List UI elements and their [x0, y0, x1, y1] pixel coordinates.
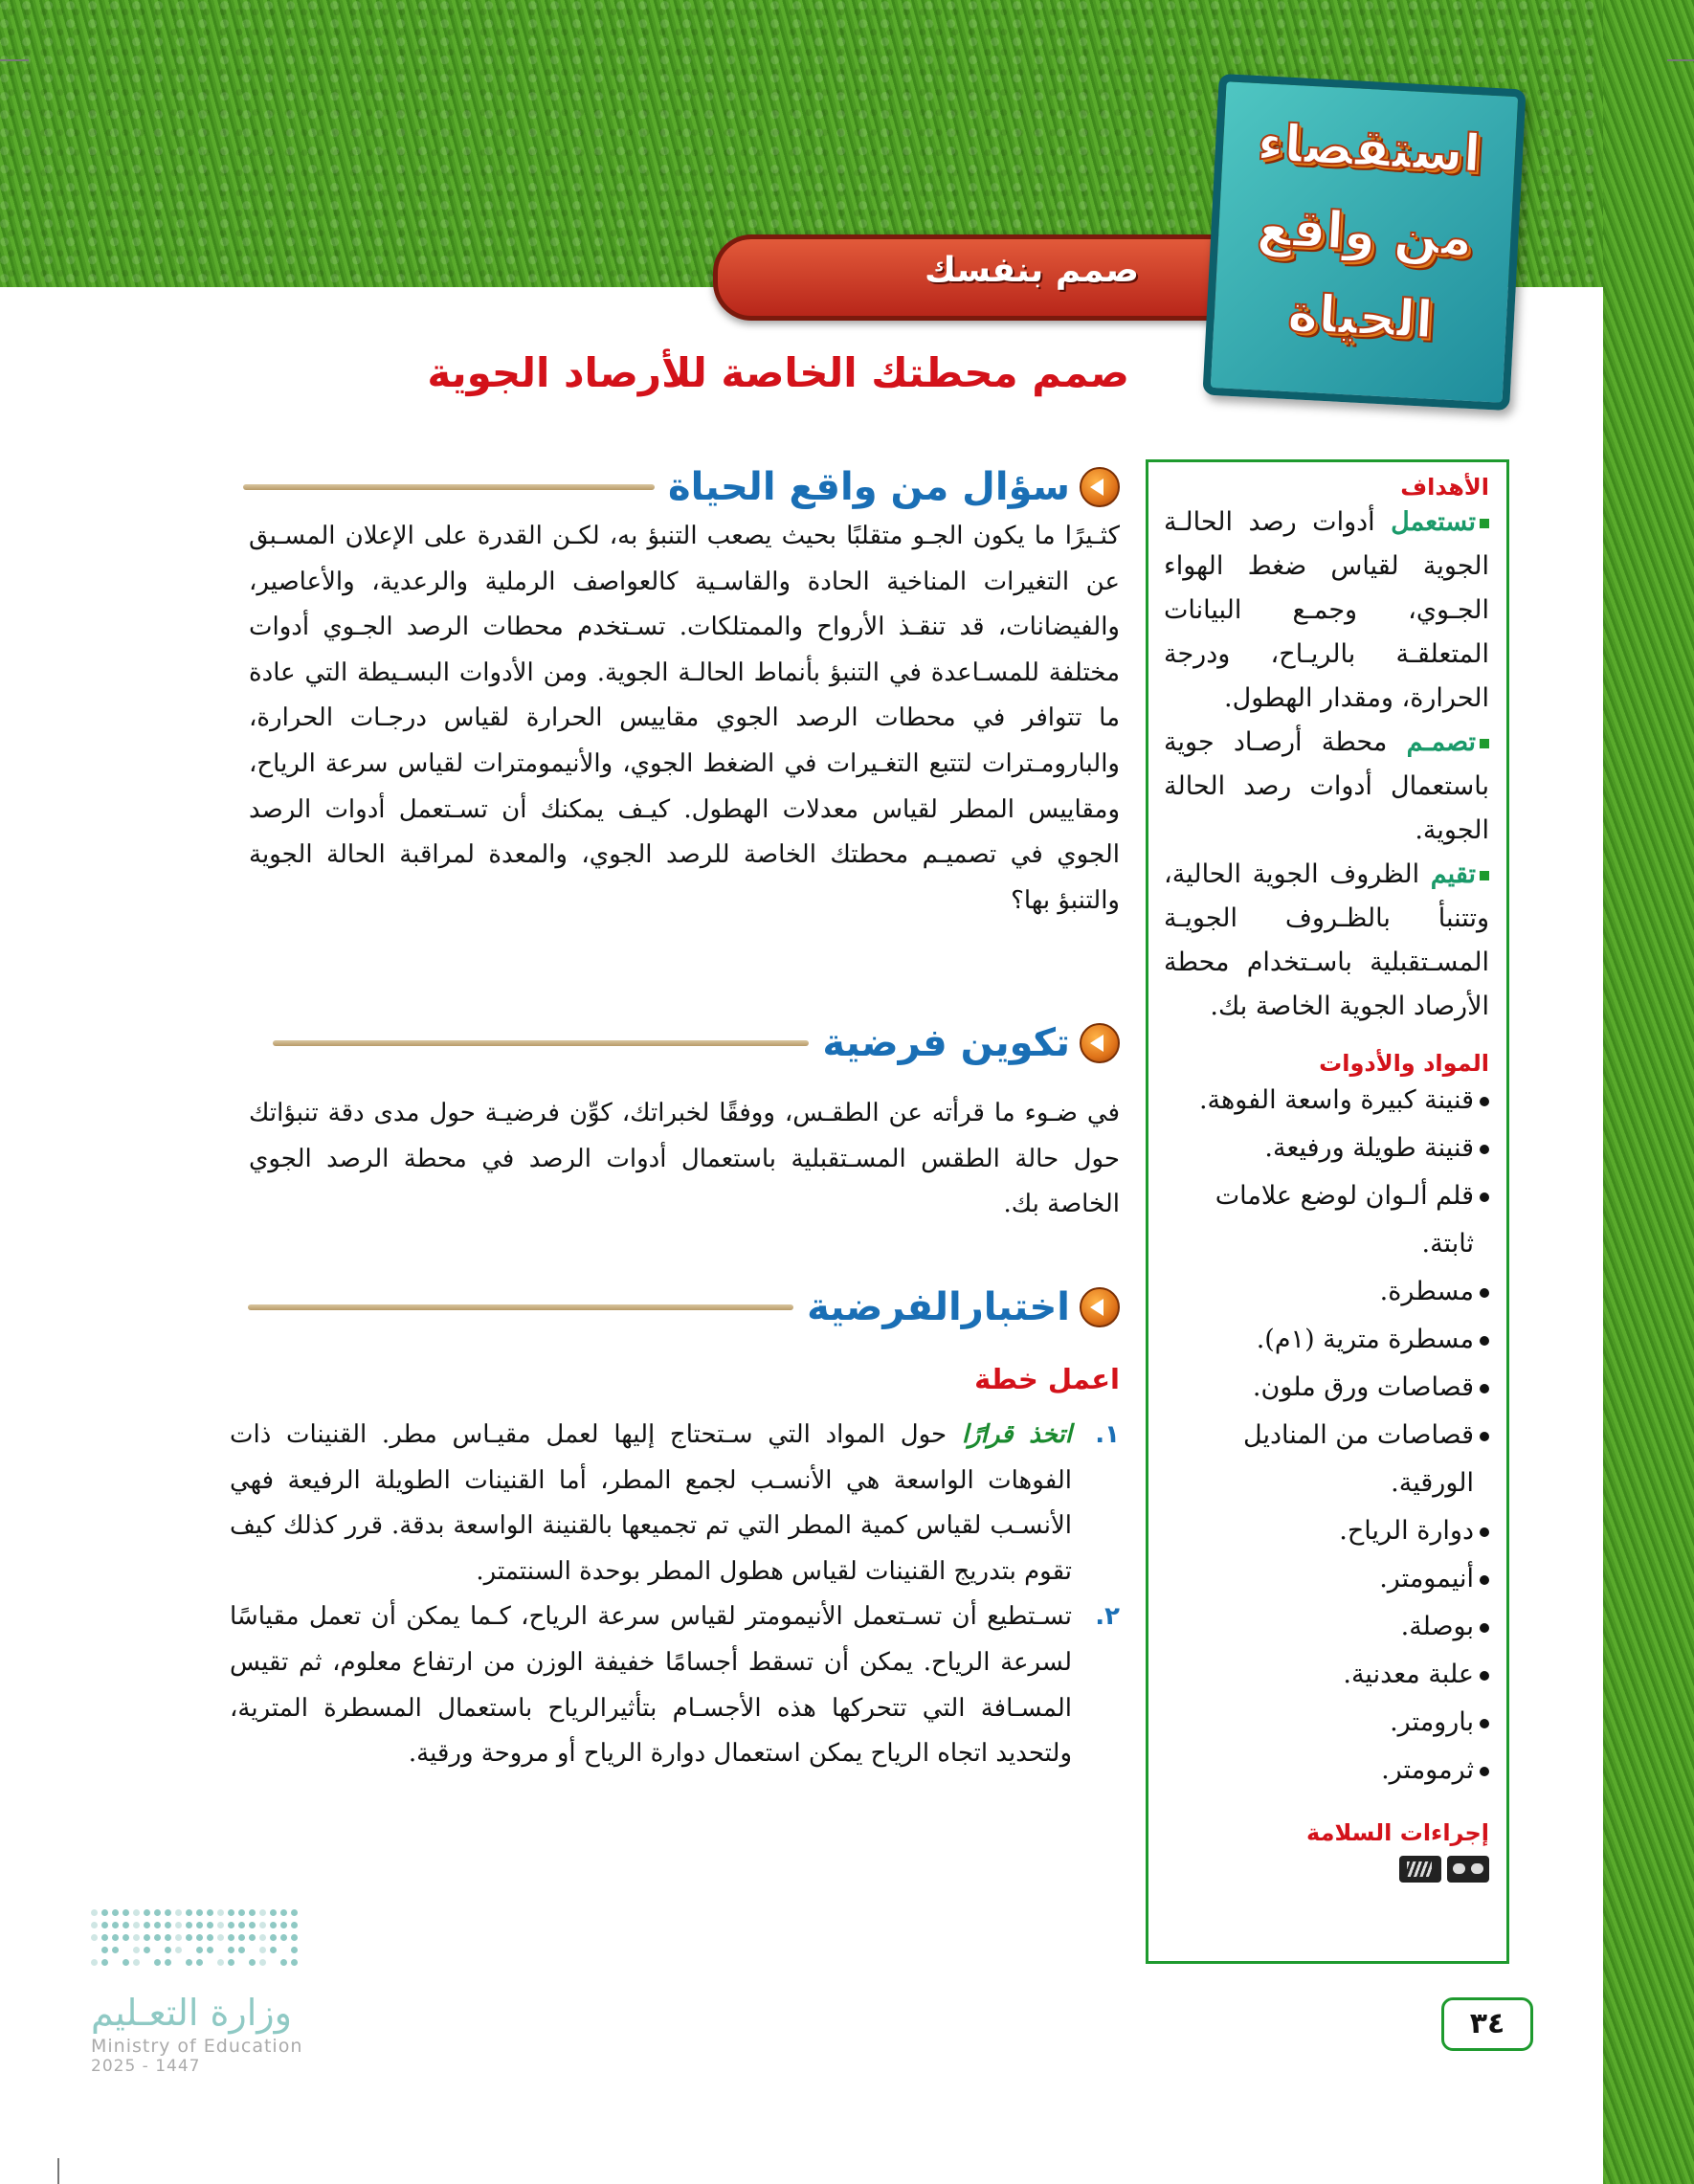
logo-dot: [165, 1922, 171, 1928]
logo-dot: [133, 1909, 140, 1916]
logo-dot: [196, 1909, 203, 1916]
logo-dot: [91, 1934, 98, 1941]
heading-rule: [243, 484, 655, 490]
logo-dot: [154, 1934, 161, 1941]
inquiry-sign: [1202, 74, 1526, 411]
logo-dot: [259, 1909, 266, 1916]
square-bullet-icon: [1480, 519, 1489, 528]
grass-right-margin: [1603, 0, 1694, 2184]
section-heading-hypothesis: [273, 1014, 1120, 1072]
heading-rule: [273, 1040, 809, 1046]
logo-dot: [133, 1922, 140, 1928]
logo-dot: [249, 1922, 256, 1928]
logo-dot: [270, 1934, 277, 1941]
logo-dot: [112, 1922, 119, 1928]
sign-line-1: استقصاء: [1256, 112, 1482, 185]
logo-dot: [133, 1947, 140, 1953]
logo-dot: [207, 1934, 213, 1941]
page-number: ٣٤: [1441, 1997, 1533, 2051]
arrow-bullet-icon: [1080, 1023, 1120, 1063]
step-text: تسـتطيع أن تسـتعمل الأنيمومتر لقياس سرعة الرياح، كـما يمكن أن تعمل مقياسًا لسرعة الرياح. يمكن أن تسقط أجسامًا خفيفة الوزن من ارتفاع معلوم، ثم تقيس المسـافة التي تتحركها هذه الأجسـام بتأثيرالرياح باستعمال المسطرة المترية، ولتحديد اتجاه الرياح يمكن استعمال دوارة الرياح أو مروحة ورقية.: [230, 1602, 1072, 1769]
logo-dot: [238, 1934, 245, 1941]
logo-dot: [133, 1934, 140, 1941]
material-item: قلم ألـوان لوضع علامات ثابتة.: [1164, 1172, 1489, 1268]
logo-dot: [144, 1909, 150, 1916]
logo-dot: [270, 1922, 277, 1928]
logo-dot: [238, 1947, 245, 1953]
logo-dot: [196, 1947, 203, 1953]
logo-dot: [101, 1959, 108, 1966]
logo-dot: [186, 1922, 192, 1928]
step-number: ٢.: [1095, 1602, 1120, 1632]
logo-dot: [154, 1959, 161, 1966]
material-item: قنينة كبيرة واسعة الفوهة.: [1164, 1077, 1489, 1125]
material-item: دوارة الرياح.: [1164, 1507, 1489, 1555]
logo-dot: [217, 1909, 224, 1916]
design-tab-label: صمم بنفسك: [925, 251, 1139, 290]
logo-dot: [196, 1922, 203, 1928]
logo-dot: [249, 1909, 256, 1916]
logo-dot: [101, 1922, 108, 1928]
logo-dot: [175, 1922, 182, 1928]
logo-dot: [154, 1922, 161, 1928]
hand-safety-icon: [1399, 1856, 1441, 1883]
materials-list: [1164, 1077, 1489, 1794]
logo-dot: [101, 1909, 108, 1916]
logo-dot: [123, 1922, 129, 1928]
logo-dot: [291, 1909, 298, 1916]
logo-dot: [228, 1934, 234, 1941]
material-item: بارومتر.: [1164, 1699, 1489, 1747]
logo-dot: [228, 1959, 234, 1966]
logo-dot: [144, 1922, 150, 1928]
logo-dot: [207, 1909, 213, 1916]
logo-dot: [91, 1909, 98, 1916]
goal-keyword: تصمـم: [1406, 727, 1476, 757]
logo-dot: [186, 1959, 192, 1966]
logo-dot: [249, 1934, 256, 1941]
material-item: مسطرة.: [1164, 1268, 1489, 1316]
logo-dot: [175, 1934, 182, 1941]
logo-dot: [217, 1934, 224, 1941]
page-title: صمم محطتك الخاصة للأرصاد الجوية: [427, 349, 1129, 396]
logo-dot: [280, 1909, 287, 1916]
logo-dot: [228, 1909, 234, 1916]
logo-dot: [165, 1959, 171, 1966]
hypothesis-paragraph: في ضـوء ما قرأته عن الطقـس، ووفقًا لخبراتك، كوِّن فرضيـة حول مدى دقة تنبؤاتك حول حالة الطقس المسـتقبلية باستعمال أدوات الرصد في محطة الرصد الجوي الخاصة بك.: [249, 1099, 1120, 1219]
logo-dot: [291, 1934, 298, 1941]
hypothesis-heading-text: تكوين فرضية: [822, 1021, 1070, 1065]
square-bullet-icon: [1480, 871, 1489, 880]
logo-dot: [280, 1959, 287, 1966]
logo-dot: [91, 1922, 98, 1928]
ministry-name-ar: وزارة التعـليم: [91, 1992, 293, 2034]
logo-dot: [207, 1922, 213, 1928]
plan-steps-list: [230, 1413, 1120, 1777]
ministry-dots-icon: [91, 1909, 311, 1976]
logo-dot: [259, 1922, 266, 1928]
question-paragraph: كثـيرًا ما يكون الجـو متقلبًا بحيث يصعب التنبؤ به، لكـن القدرة على الإعلان المسـبق عن التغيرات المناخية الحادة والقاسـية كالعواصف الرملية والرعدية، والأعاصير، والفيضانات، قد تنقـذ الأرواح والممتلكات. تسـتخدم محطات الرصد الجـوي أدوات مختلفة للمسـاعدة في التنبؤ بأنماط الحالـة الجوية. ومن الأدوات البسـيطة التي عادة ما تتوافر في محطات الرصد الجوي مقاييس الحرارة لقياس درجـات الحرارة، والبارومـترات لتتبع التغـيرات في الضغط الجوي، والأنيمومترات لقياس سرعة الرياح، ومقاييس المطر لقياس معدلات الهطول. كيـف يمكنك أن تسـتعمل أدوات الرصد الجوي في تصميـم محطتك الخاصة للرصد الجوي، والمعدة لمراقبة الحالة الجوية والتنبؤ بها؟: [249, 522, 1120, 915]
logo-dot: [91, 1959, 98, 1966]
goal-item: [1164, 501, 1489, 721]
crop-mark: [0, 59, 29, 61]
materials-heading: المواد والأدوات: [1319, 1050, 1489, 1077]
logo-dot: [123, 1934, 129, 1941]
logo-dot: [291, 1959, 298, 1966]
goggles-icon: [1447, 1856, 1489, 1883]
plan-step: [230, 1413, 1120, 1594]
logo-dot: [101, 1934, 108, 1941]
logo-dot: [112, 1909, 119, 1916]
material-item: قصاصات ورق ملون.: [1164, 1364, 1489, 1412]
logo-dot: [280, 1922, 287, 1928]
logo-dot: [270, 1909, 277, 1916]
logo-dot: [123, 1959, 129, 1966]
sign-line-3: الحياة: [1285, 281, 1435, 350]
material-item: بوصلة.: [1164, 1603, 1489, 1651]
logo-dot: [259, 1947, 266, 1953]
plan-step: [230, 1594, 1120, 1776]
logo-dot: [101, 1947, 108, 1953]
question-heading-text: سؤال من واقع الحياة: [668, 465, 1070, 509]
logo-dot: [186, 1909, 192, 1916]
test-heading-text: اختبارالفرضية: [807, 1285, 1070, 1329]
logo-dot: [228, 1922, 234, 1928]
logo-dot: [291, 1947, 298, 1953]
section-heading-test: [248, 1279, 1120, 1336]
logo-dot: [259, 1959, 266, 1966]
arrow-bullet-icon: [1080, 467, 1120, 507]
logo-dot: [165, 1934, 171, 1941]
square-bullet-icon: [1480, 739, 1489, 748]
heading-rule: [248, 1304, 793, 1310]
section-heading-question: [243, 458, 1120, 516]
logo-dot: [144, 1934, 150, 1941]
sign-line-2: من واقع: [1255, 196, 1475, 268]
logo-dot: [217, 1922, 224, 1928]
logo-dot: [196, 1934, 203, 1941]
material-item: علبة معدنية.: [1164, 1651, 1489, 1699]
goal-keyword: تستعمل: [1391, 507, 1476, 537]
goal-item: [1164, 853, 1489, 1029]
logo-dot: [123, 1909, 129, 1916]
logo-dot: [112, 1934, 119, 1941]
logo-dot: [165, 1947, 171, 1953]
logo-dot: [270, 1947, 277, 1953]
logo-dot: [238, 1909, 245, 1916]
ministry-year: 2025 - 1447: [91, 2057, 201, 2076]
logo-dot: [133, 1959, 140, 1966]
logo-dot: [228, 1947, 234, 1953]
logo-dot: [280, 1934, 287, 1941]
make-plan-subheading: اعمل خطة: [974, 1363, 1120, 1395]
step-number: ١.: [1095, 1420, 1120, 1449]
logo-dot: [291, 1922, 298, 1928]
material-item: أنيمومتر.: [1164, 1555, 1489, 1603]
logo-dot: [238, 1922, 245, 1928]
logo-dot: [165, 1909, 171, 1916]
goal-text: الظروف الجوية الحالية، وتتنبأ بالظـروف الجويـة المسـتقبلية باسـتخدام محطة الأرصاد الجوية الخاصة بك.: [1164, 859, 1489, 1021]
logo-dot: [175, 1947, 182, 1953]
step-keyword: اتخذ قرارًا: [961, 1420, 1072, 1449]
material-item: قصاصات من المناديل الورقية.: [1164, 1412, 1489, 1507]
material-item: ثرمومتر.: [1164, 1747, 1489, 1794]
goals-heading: الأهداف: [1400, 474, 1489, 501]
logo-dot: [196, 1959, 203, 1966]
crop-mark: [57, 2158, 59, 2184]
material-item: مسطرة مترية (١م).: [1164, 1316, 1489, 1364]
logo-dot: [217, 1959, 224, 1966]
logo-dot: [154, 1909, 161, 1916]
ministry-name-en: Ministry of Education: [91, 2036, 303, 2057]
logo-dot: [112, 1947, 119, 1953]
design-yourself-tab: [713, 234, 1259, 321]
arrow-bullet-icon: [1080, 1287, 1120, 1327]
logo-dot: [186, 1934, 192, 1941]
logo-dot: [259, 1934, 266, 1941]
crop-mark: [1667, 59, 1694, 61]
material-item: قنينة طويلة ورفيعة.: [1164, 1125, 1489, 1172]
goal-text: أدوات رصد الحالـة الجوية لقياس ضغط الهواء الجـوي، وجمـع البيانات المتعلقـة بالريـاح، ودرجة الحرارة، ومقدار الهطول.: [1164, 507, 1489, 713]
logo-dot: [249, 1959, 256, 1966]
ministry-logo: [91, 1909, 340, 2076]
step-text: حول المواد التي سـتحتاج إليها لعمل مقيـاس مطر. القنينات ذات الفوهات الواسعة هي الأنسـب لجمع المطر، أما القنينات الطويلة الرفيعة فهي الأنسـب لقياس كمية المطر التي تم تجميعها بالقنينة الواسعة بدقة. قرر كذلك كيف تقوم بتدريج القنينات لقياس هطول المطر بوحدة السنتمتر.: [230, 1420, 1072, 1586]
goal-keyword: تقيم: [1430, 859, 1476, 889]
logo-dot: [175, 1909, 182, 1916]
goal-text: محطة أرصـاد جوية باستعمال أدوات رصد الحالة الجوية.: [1164, 727, 1489, 845]
logo-dot: [144, 1947, 150, 1953]
safety-heading: إجراءات السلامة: [1306, 1819, 1489, 1846]
objectives-sidebar: [1146, 459, 1509, 1964]
logo-dot: [207, 1947, 213, 1953]
safety-icons: [1164, 1856, 1489, 1883]
goal-item: [1164, 721, 1489, 853]
